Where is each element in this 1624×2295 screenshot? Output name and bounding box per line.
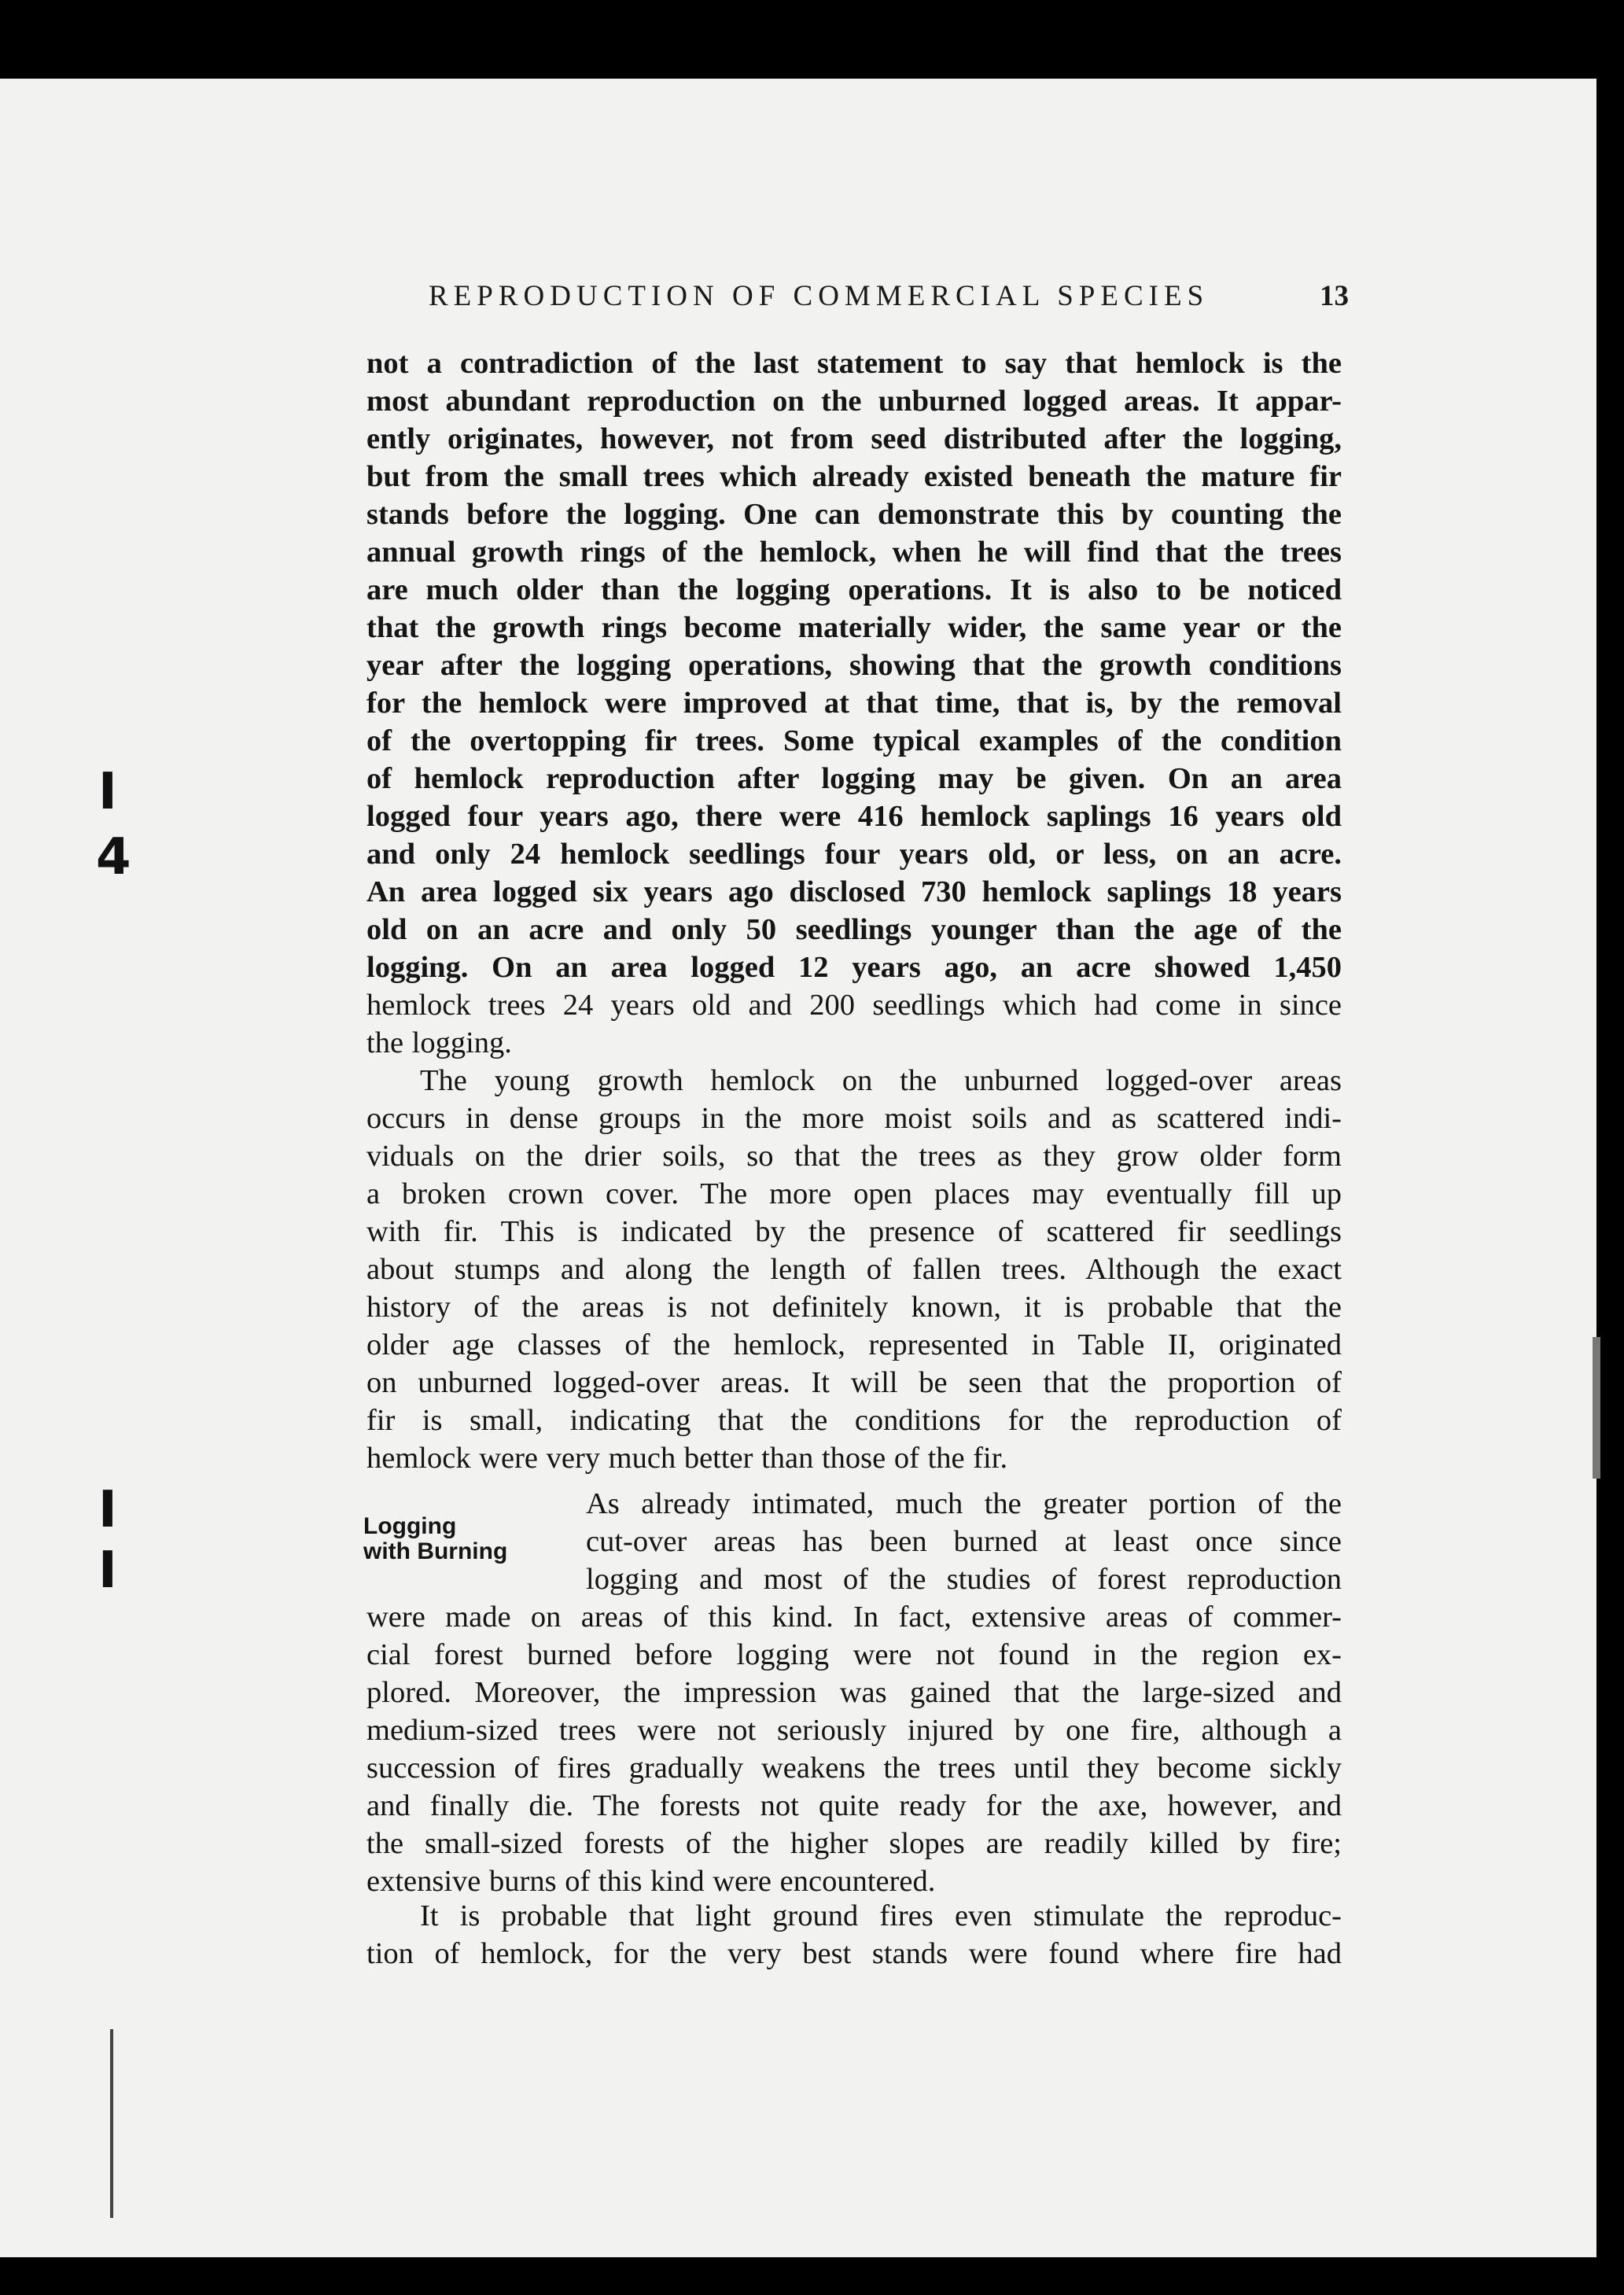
- margin-mark-2: 4: [96, 828, 131, 886]
- paragraph-2: [366, 1062, 1342, 1477]
- page-fold-line: [110, 2029, 113, 2218]
- paragraph-3-indented: [586, 1485, 1342, 1598]
- paragraph-4-line: It is probable that light ground fires even stimulate the reproduc-: [420, 1899, 1342, 1932]
- page-number: 13: [1320, 280, 1349, 312]
- paragraph-1-line: of the overtopping fir trees. Some typical examples of the condition: [366, 724, 1342, 757]
- paragraph-1-line: the logging.: [366, 1026, 512, 1059]
- paragraph-1-line: most abundant reproduction on the unburned logged areas. It appar-: [366, 385, 1342, 418]
- paragraph-1-line: and only 24 hemlock seedlings four years old, or less, on an acre.: [366, 838, 1342, 871]
- paragraph-2-line: occurs in dense groups in the more moist soils and as scattered indi-: [366, 1102, 1342, 1135]
- paragraph-1-line: logged four years ago, there were 416 hemlock saplings 16 years old: [366, 800, 1342, 833]
- paragraph-1-line: are much older than the logging operations. It is also to be noticed: [366, 573, 1342, 606]
- paragraph-3-line: succession of fires gradually weakens the trees until they become sickly: [366, 1752, 1342, 1785]
- paragraph-3: [366, 1598, 1342, 1900]
- paragraph-3-line: were made on areas of this kind. In fact, extensive areas of commer-: [366, 1601, 1342, 1634]
- paragraph-1-line: not a contradiction of the last statement to say that hemlock is the: [366, 347, 1342, 380]
- side-heading-line-2: with Burning: [363, 1538, 508, 1564]
- paragraph-2-line: hemlock were very much better than those of the fir.: [366, 1442, 1008, 1475]
- paragraph-2-line: with fir. This is indicated by the presence of scattered fir seedlings: [366, 1215, 1342, 1248]
- paragraph-2-line: history of the areas is not definitely known, it is probable that the: [366, 1291, 1342, 1324]
- paragraph-2-line: older age classes of the hemlock, represented in Table II, originated: [366, 1328, 1342, 1361]
- paragraph-1-line: An area logged six years ago disclosed 730 hemlock saplings 18 years: [366, 875, 1342, 908]
- paragraph-1-line: of hemlock reproduction after logging may be given. On an area: [366, 762, 1342, 795]
- margin-mark-3: I: [98, 1481, 117, 1539]
- running-head-title: REPRODUCTION OF COMMERCIAL SPECIES: [429, 280, 1210, 312]
- paragraph-2-line: a broken crown cover. The more open places may eventually fill up: [366, 1177, 1342, 1210]
- paragraph-1-line: logging. On an area logged 12 years ago, an acre showed 1,450: [366, 951, 1342, 984]
- paragraph-2-line: viduals on the drier soils, so that the trees as they grow older form: [366, 1140, 1342, 1173]
- paragraph-2-line: fir is small, indicating that the conditions for the reproduction of: [366, 1404, 1342, 1437]
- paragraph-2-line: The young growth hemlock on the unburned logged-over areas: [420, 1064, 1342, 1097]
- paragraph-1-line: but from the small trees which already existed beneath the mature fir: [366, 460, 1342, 493]
- paragraph-3-line: and finally die. The forests not quite ready for the axe, however, and: [366, 1789, 1342, 1822]
- side-heading-line-1: Logging: [363, 1513, 457, 1539]
- paragraph-1: [366, 344, 1342, 1062]
- paragraph-4: [366, 1897, 1342, 1973]
- paragraph-3-line: cut-over areas has been burned at least once since: [586, 1525, 1342, 1558]
- paragraph-1-line: that the growth rings become materially wider, the same year or the: [366, 611, 1342, 644]
- paragraph-1-line: old on an acre and only 50 seedlings younger than the age of the: [366, 913, 1342, 946]
- paragraph-1-line: ently originates, however, not from seed distributed after the logging,: [366, 422, 1342, 455]
- paragraph-3-line: plored. Moreover, the impression was gained that the large-sized and: [366, 1676, 1342, 1709]
- margin-mark-1: I: [98, 763, 117, 821]
- paragraph-3-line: medium-sized trees were not seriously injured by one fire, although a: [366, 1714, 1342, 1747]
- paragraph-2-line: on unburned logged-over areas. It will be seen that the proportion of: [366, 1366, 1342, 1399]
- paragraph-3-line: the small-sized forests of the higher slopes are readily killed by fire;: [366, 1827, 1342, 1860]
- running-head: [429, 279, 1349, 313]
- margin-mark-4: I: [98, 1542, 117, 1600]
- page-edge-shadow: [1593, 1337, 1600, 1479]
- paragraph-1-line: annual growth rings of the hemlock, when he will find that the trees: [366, 536, 1342, 569]
- paragraph-1-line: year after the logging operations, showing that the growth conditions: [366, 649, 1342, 682]
- paragraph-1-line: stands before the logging. One can demonstrate this by counting the: [366, 498, 1342, 531]
- paragraph-3-line: cial forest burned before logging were not found in the region ex-: [366, 1638, 1342, 1671]
- paragraph-3-line: logging and most of the studies of forest reproduction: [586, 1563, 1342, 1596]
- paragraph-4-line: tion of hemlock, for the very best stands were found where fire had: [366, 1937, 1342, 1970]
- paragraph-1-line: hemlock trees 24 years old and 200 seedlings which had come in since: [366, 989, 1342, 1022]
- side-heading: [363, 1514, 507, 1564]
- paragraph-1-line: for the hemlock were improved at that time, that is, by the removal: [366, 687, 1342, 720]
- paragraph-2-line: about stumps and along the length of fallen trees. Although the exact: [366, 1253, 1342, 1286]
- paragraph-3-line: extensive burns of this kind were encountered.: [366, 1865, 936, 1898]
- paragraph-3-line: As already intimated, much the greater portion of the: [586, 1487, 1342, 1520]
